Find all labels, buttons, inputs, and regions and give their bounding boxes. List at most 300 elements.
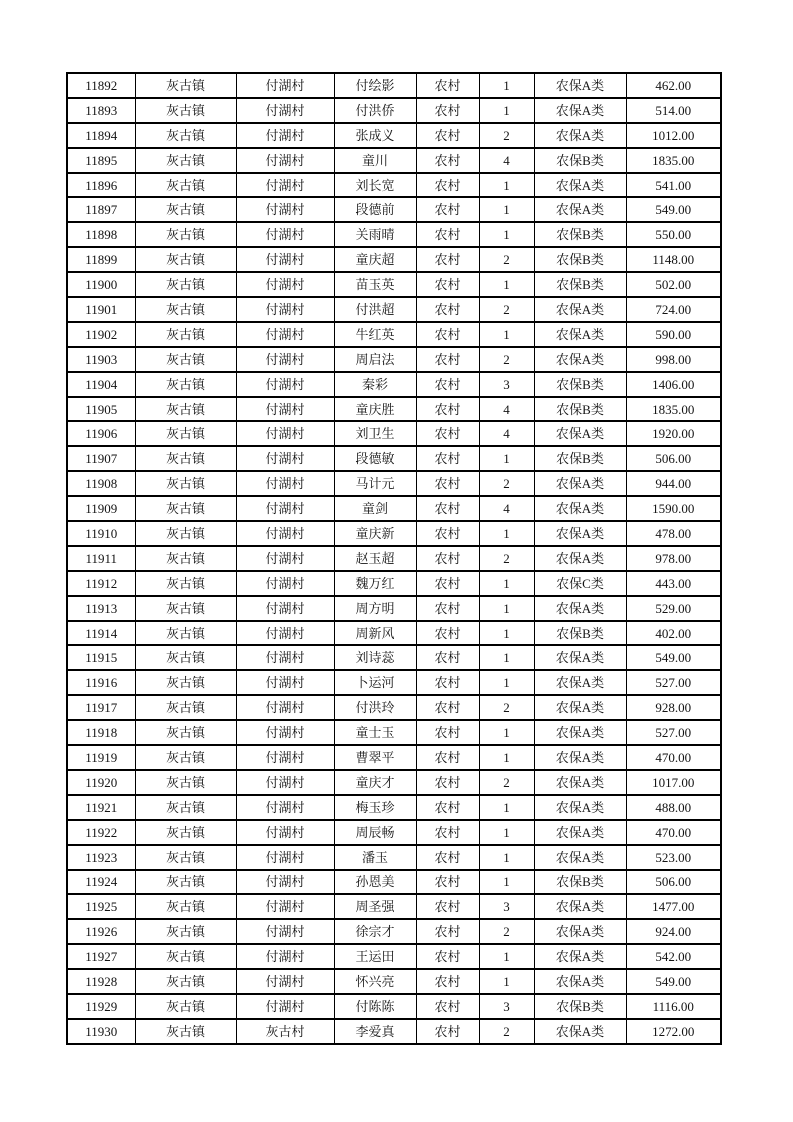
cell-serial-no: 11919: [67, 745, 135, 770]
table-row: [67, 197, 721, 222]
cell-village: 付湖村: [236, 969, 334, 994]
table-row: [67, 123, 721, 148]
table-row: [67, 173, 721, 198]
cell-serial-no: 11906: [67, 421, 135, 446]
cell-name: 童士玉: [334, 720, 416, 745]
cell-amount: 443.00: [626, 571, 721, 596]
cell-insurance-category: 农保A类: [534, 297, 626, 322]
table-row: [67, 247, 721, 272]
cell-person-count: 2: [479, 297, 534, 322]
table-row: [67, 546, 721, 571]
cell-residence-type: 农村: [416, 222, 479, 247]
cell-name: 关雨晴: [334, 222, 416, 247]
table-row: [67, 222, 721, 247]
cell-residence-type: 农村: [416, 123, 479, 148]
cell-serial-no: 11892: [67, 73, 135, 98]
cell-village: 付湖村: [236, 745, 334, 770]
cell-insurance-category: 农保A类: [534, 670, 626, 695]
table-row: [67, 795, 721, 820]
cell-town: 灰古镇: [135, 870, 236, 895]
cell-amount: 470.00: [626, 820, 721, 845]
cell-town: 灰古镇: [135, 994, 236, 1019]
cell-village: 付湖村: [236, 645, 334, 670]
cell-serial-no: 11907: [67, 446, 135, 471]
cell-residence-type: 农村: [416, 944, 479, 969]
cell-amount: 549.00: [626, 969, 721, 994]
cell-person-count: 2: [479, 347, 534, 372]
cell-name: 周辰畅: [334, 820, 416, 845]
cell-insurance-category: 农保B类: [534, 247, 626, 272]
cell-residence-type: 农村: [416, 994, 479, 1019]
cell-village: 付湖村: [236, 770, 334, 795]
cell-insurance-category: 农保A类: [534, 720, 626, 745]
cell-town: 灰古镇: [135, 894, 236, 919]
table-row: [67, 1019, 721, 1044]
cell-amount: 1017.00: [626, 770, 721, 795]
cell-town: 灰古镇: [135, 496, 236, 521]
cell-name: 周启法: [334, 347, 416, 372]
cell-serial-no: 11916: [67, 670, 135, 695]
cell-insurance-category: 农保B类: [534, 372, 626, 397]
cell-amount: 549.00: [626, 197, 721, 222]
cell-amount: 402.00: [626, 621, 721, 646]
cell-village: 付湖村: [236, 795, 334, 820]
cell-name: 周新风: [334, 621, 416, 646]
cell-insurance-category: 农保A类: [534, 322, 626, 347]
cell-town: 灰古镇: [135, 372, 236, 397]
cell-town: 灰古镇: [135, 1019, 236, 1044]
table-row: [67, 870, 721, 895]
cell-town: 灰古镇: [135, 944, 236, 969]
cell-serial-no: 11921: [67, 795, 135, 820]
table-row: [67, 894, 721, 919]
cell-insurance-category: 农保A类: [534, 123, 626, 148]
cell-serial-no: 11904: [67, 372, 135, 397]
cell-town: 灰古镇: [135, 98, 236, 123]
cell-person-count: 1: [479, 322, 534, 347]
cell-serial-no: 11897: [67, 197, 135, 222]
cell-village: 付湖村: [236, 397, 334, 422]
cell-residence-type: 农村: [416, 148, 479, 173]
cell-name: 付绘影: [334, 73, 416, 98]
cell-village: 付湖村: [236, 571, 334, 596]
cell-insurance-category: 农保B类: [534, 222, 626, 247]
table-row: [67, 845, 721, 870]
cell-residence-type: 农村: [416, 73, 479, 98]
cell-name: 刘长宽: [334, 173, 416, 198]
cell-person-count: 4: [479, 148, 534, 173]
cell-village: 付湖村: [236, 173, 334, 198]
cell-amount: 550.00: [626, 222, 721, 247]
cell-residence-type: 农村: [416, 670, 479, 695]
cell-person-count: 1: [479, 645, 534, 670]
cell-town: 灰古镇: [135, 720, 236, 745]
cell-person-count: 1: [479, 969, 534, 994]
cell-residence-type: 农村: [416, 870, 479, 895]
cell-person-count: 1: [479, 820, 534, 845]
cell-name: 牛红英: [334, 322, 416, 347]
cell-village: 付湖村: [236, 73, 334, 98]
cell-village: 付湖村: [236, 496, 334, 521]
cell-amount: 1590.00: [626, 496, 721, 521]
cell-town: 灰古镇: [135, 73, 236, 98]
cell-name: 童庆才: [334, 770, 416, 795]
table-row: [67, 820, 721, 845]
cell-village: 付湖村: [236, 197, 334, 222]
cell-residence-type: 农村: [416, 894, 479, 919]
cell-name: 段德前: [334, 197, 416, 222]
cell-amount: 527.00: [626, 720, 721, 745]
cell-name: 孙恩美: [334, 870, 416, 895]
table-row: [67, 645, 721, 670]
cell-insurance-category: 农保B类: [534, 148, 626, 173]
cell-insurance-category: 农保A类: [534, 919, 626, 944]
table-row: [67, 347, 721, 372]
table-row: [67, 272, 721, 297]
cell-insurance-category: 农保A类: [534, 770, 626, 795]
cell-town: 灰古镇: [135, 397, 236, 422]
cell-person-count: 3: [479, 372, 534, 397]
cell-town: 灰古镇: [135, 322, 236, 347]
cell-person-count: 1: [479, 521, 534, 546]
cell-person-count: 2: [479, 123, 534, 148]
cell-amount: 1116.00: [626, 994, 721, 1019]
cell-insurance-category: 农保A类: [534, 347, 626, 372]
cell-amount: 527.00: [626, 670, 721, 695]
table-row: [67, 571, 721, 596]
table-row: [67, 596, 721, 621]
cell-town: 灰古镇: [135, 521, 236, 546]
cell-insurance-category: 农保A类: [534, 1019, 626, 1044]
cell-residence-type: 农村: [416, 421, 479, 446]
table-row: [67, 944, 721, 969]
cell-village: 付湖村: [236, 919, 334, 944]
insurance-payment-table: [66, 72, 722, 1045]
cell-insurance-category: 农保A类: [534, 546, 626, 571]
cell-person-count: 2: [479, 770, 534, 795]
cell-town: 灰古镇: [135, 596, 236, 621]
cell-town: 灰古镇: [135, 820, 236, 845]
cell-amount: 928.00: [626, 695, 721, 720]
cell-name: 刘卫生: [334, 421, 416, 446]
cell-name: 童庆新: [334, 521, 416, 546]
cell-town: 灰古镇: [135, 845, 236, 870]
cell-amount: 724.00: [626, 297, 721, 322]
cell-person-count: 1: [479, 944, 534, 969]
cell-village: 灰古村: [236, 1019, 334, 1044]
cell-residence-type: 农村: [416, 621, 479, 646]
cell-name: 王运田: [334, 944, 416, 969]
cell-amount: 1406.00: [626, 372, 721, 397]
cell-town: 灰古镇: [135, 471, 236, 496]
cell-serial-no: 11912: [67, 571, 135, 596]
cell-serial-no: 11911: [67, 546, 135, 571]
cell-amount: 514.00: [626, 98, 721, 123]
cell-person-count: 1: [479, 73, 534, 98]
cell-serial-no: 11917: [67, 695, 135, 720]
cell-residence-type: 农村: [416, 173, 479, 198]
cell-person-count: 1: [479, 446, 534, 471]
cell-person-count: 1: [479, 621, 534, 646]
cell-name: 秦彩: [334, 372, 416, 397]
cell-person-count: 4: [479, 421, 534, 446]
cell-person-count: 3: [479, 894, 534, 919]
table-body: [67, 73, 721, 1044]
cell-amount: 1835.00: [626, 148, 721, 173]
cell-town: 灰古镇: [135, 919, 236, 944]
cell-village: 付湖村: [236, 670, 334, 695]
cell-amount: 462.00: [626, 73, 721, 98]
cell-amount: 944.00: [626, 471, 721, 496]
cell-person-count: 2: [479, 471, 534, 496]
cell-town: 灰古镇: [135, 247, 236, 272]
cell-name: 魏万红: [334, 571, 416, 596]
cell-insurance-category: 农保A类: [534, 73, 626, 98]
cell-insurance-category: 农保A类: [534, 845, 626, 870]
cell-village: 付湖村: [236, 347, 334, 372]
cell-serial-no: 11930: [67, 1019, 135, 1044]
table-row: [67, 745, 721, 770]
cell-town: 灰古镇: [135, 546, 236, 571]
cell-serial-no: 11898: [67, 222, 135, 247]
cell-person-count: 1: [479, 98, 534, 123]
cell-person-count: 4: [479, 397, 534, 422]
table-row: [67, 496, 721, 521]
cell-residence-type: 农村: [416, 571, 479, 596]
cell-amount: 506.00: [626, 870, 721, 895]
cell-insurance-category: 农保C类: [534, 571, 626, 596]
cell-name: 童庆胜: [334, 397, 416, 422]
cell-name: 苗玉英: [334, 272, 416, 297]
cell-person-count: 3: [479, 994, 534, 1019]
cell-insurance-category: 农保A类: [534, 944, 626, 969]
cell-town: 灰古镇: [135, 421, 236, 446]
cell-amount: 978.00: [626, 546, 721, 571]
cell-name: 童剑: [334, 496, 416, 521]
cell-name: 徐宗才: [334, 919, 416, 944]
cell-village: 付湖村: [236, 247, 334, 272]
cell-serial-no: 11918: [67, 720, 135, 745]
cell-village: 付湖村: [236, 820, 334, 845]
cell-residence-type: 农村: [416, 372, 479, 397]
cell-residence-type: 农村: [416, 297, 479, 322]
cell-serial-no: 11895: [67, 148, 135, 173]
cell-insurance-category: 农保B类: [534, 870, 626, 895]
table-row: [67, 421, 721, 446]
cell-serial-no: 11901: [67, 297, 135, 322]
cell-amount: 1148.00: [626, 247, 721, 272]
cell-serial-no: 11908: [67, 471, 135, 496]
cell-residence-type: 农村: [416, 98, 479, 123]
cell-serial-no: 11915: [67, 645, 135, 670]
cell-amount: 1272.00: [626, 1019, 721, 1044]
cell-insurance-category: 农保A类: [534, 596, 626, 621]
cell-person-count: 1: [479, 596, 534, 621]
cell-amount: 924.00: [626, 919, 721, 944]
cell-town: 灰古镇: [135, 745, 236, 770]
cell-serial-no: 11893: [67, 98, 135, 123]
cell-name: 刘诗蕊: [334, 645, 416, 670]
cell-insurance-category: 农保A类: [534, 695, 626, 720]
cell-residence-type: 农村: [416, 397, 479, 422]
cell-insurance-category: 农保A类: [534, 173, 626, 198]
cell-serial-no: 11896: [67, 173, 135, 198]
cell-town: 灰古镇: [135, 795, 236, 820]
cell-name: 马计元: [334, 471, 416, 496]
cell-town: 灰古镇: [135, 197, 236, 222]
cell-person-count: 1: [479, 720, 534, 745]
cell-village: 付湖村: [236, 621, 334, 646]
cell-amount: 478.00: [626, 521, 721, 546]
cell-amount: 470.00: [626, 745, 721, 770]
cell-amount: 1835.00: [626, 397, 721, 422]
cell-name: 段德敏: [334, 446, 416, 471]
cell-village: 付湖村: [236, 322, 334, 347]
table-row: [67, 471, 721, 496]
table-row: [67, 695, 721, 720]
cell-town: 灰古镇: [135, 621, 236, 646]
cell-person-count: 2: [479, 919, 534, 944]
table-row: [67, 297, 721, 322]
cell-residence-type: 农村: [416, 845, 479, 870]
cell-village: 付湖村: [236, 994, 334, 1019]
cell-residence-type: 农村: [416, 745, 479, 770]
cell-name: 卜运河: [334, 670, 416, 695]
table-row: [67, 148, 721, 173]
cell-residence-type: 农村: [416, 695, 479, 720]
cell-serial-no: 11910: [67, 521, 135, 546]
cell-serial-no: 11922: [67, 820, 135, 845]
cell-serial-no: 11924: [67, 870, 135, 895]
cell-town: 灰古镇: [135, 695, 236, 720]
table-row: [67, 397, 721, 422]
cell-town: 灰古镇: [135, 123, 236, 148]
cell-insurance-category: 农保A类: [534, 795, 626, 820]
cell-serial-no: 11925: [67, 894, 135, 919]
cell-serial-no: 11909: [67, 496, 135, 521]
cell-village: 付湖村: [236, 372, 334, 397]
table-row: [67, 322, 721, 347]
cell-village: 付湖村: [236, 695, 334, 720]
cell-person-count: 1: [479, 745, 534, 770]
cell-town: 灰古镇: [135, 148, 236, 173]
cell-village: 付湖村: [236, 944, 334, 969]
cell-person-count: 2: [479, 546, 534, 571]
cell-insurance-category: 农保A类: [534, 820, 626, 845]
cell-name: 付洪侨: [334, 98, 416, 123]
cell-village: 付湖村: [236, 421, 334, 446]
cell-village: 付湖村: [236, 894, 334, 919]
cell-name: 张成义: [334, 123, 416, 148]
cell-residence-type: 农村: [416, 596, 479, 621]
cell-name: 周方明: [334, 596, 416, 621]
cell-person-count: 1: [479, 222, 534, 247]
cell-insurance-category: 农保A类: [534, 496, 626, 521]
cell-residence-type: 农村: [416, 919, 479, 944]
cell-serial-no: 11903: [67, 347, 135, 372]
cell-name: 周圣强: [334, 894, 416, 919]
cell-residence-type: 农村: [416, 969, 479, 994]
cell-serial-no: 11914: [67, 621, 135, 646]
cell-person-count: 1: [479, 272, 534, 297]
cell-village: 付湖村: [236, 98, 334, 123]
cell-name: 童川: [334, 148, 416, 173]
cell-name: 曹翠平: [334, 745, 416, 770]
cell-amount: 502.00: [626, 272, 721, 297]
cell-amount: 529.00: [626, 596, 721, 621]
cell-serial-no: 11929: [67, 994, 135, 1019]
cell-residence-type: 农村: [416, 720, 479, 745]
cell-town: 灰古镇: [135, 347, 236, 372]
cell-insurance-category: 农保A类: [534, 645, 626, 670]
cell-amount: 1920.00: [626, 421, 721, 446]
table-row: [67, 73, 721, 98]
cell-serial-no: 11926: [67, 919, 135, 944]
cell-residence-type: 农村: [416, 770, 479, 795]
cell-name: 李爱真: [334, 1019, 416, 1044]
cell-amount: 590.00: [626, 322, 721, 347]
cell-name: 赵玉超: [334, 546, 416, 571]
cell-name: 梅玉珍: [334, 795, 416, 820]
cell-town: 灰古镇: [135, 571, 236, 596]
table-row: [67, 969, 721, 994]
cell-insurance-category: 农保A类: [534, 969, 626, 994]
cell-town: 灰古镇: [135, 297, 236, 322]
table-row: [67, 98, 721, 123]
cell-serial-no: 11928: [67, 969, 135, 994]
cell-serial-no: 11900: [67, 272, 135, 297]
cell-town: 灰古镇: [135, 272, 236, 297]
cell-person-count: 4: [479, 496, 534, 521]
cell-residence-type: 农村: [416, 322, 479, 347]
cell-insurance-category: 农保A类: [534, 745, 626, 770]
cell-village: 付湖村: [236, 546, 334, 571]
cell-town: 灰古镇: [135, 222, 236, 247]
cell-serial-no: 11905: [67, 397, 135, 422]
table-row: [67, 372, 721, 397]
table-row: [67, 621, 721, 646]
cell-village: 付湖村: [236, 222, 334, 247]
cell-name: 怀兴亮: [334, 969, 416, 994]
cell-town: 灰古镇: [135, 770, 236, 795]
cell-person-count: 1: [479, 795, 534, 820]
cell-residence-type: 农村: [416, 546, 479, 571]
cell-person-count: 2: [479, 695, 534, 720]
table-row: [67, 521, 721, 546]
cell-village: 付湖村: [236, 471, 334, 496]
cell-village: 付湖村: [236, 720, 334, 745]
cell-amount: 1012.00: [626, 123, 721, 148]
cell-village: 付湖村: [236, 521, 334, 546]
cell-insurance-category: 农保B类: [534, 397, 626, 422]
cell-village: 付湖村: [236, 870, 334, 895]
cell-insurance-category: 农保B类: [534, 621, 626, 646]
cell-residence-type: 农村: [416, 471, 479, 496]
cell-amount: 998.00: [626, 347, 721, 372]
table-row: [67, 446, 721, 471]
cell-name: 付洪玲: [334, 695, 416, 720]
cell-serial-no: 11899: [67, 247, 135, 272]
cell-insurance-category: 农保B类: [534, 994, 626, 1019]
cell-person-count: 1: [479, 571, 534, 596]
cell-serial-no: 11927: [67, 944, 135, 969]
table-row: [67, 994, 721, 1019]
cell-village: 付湖村: [236, 272, 334, 297]
cell-residence-type: 农村: [416, 820, 479, 845]
cell-amount: 506.00: [626, 446, 721, 471]
cell-insurance-category: 农保A类: [534, 98, 626, 123]
cell-person-count: 1: [479, 845, 534, 870]
